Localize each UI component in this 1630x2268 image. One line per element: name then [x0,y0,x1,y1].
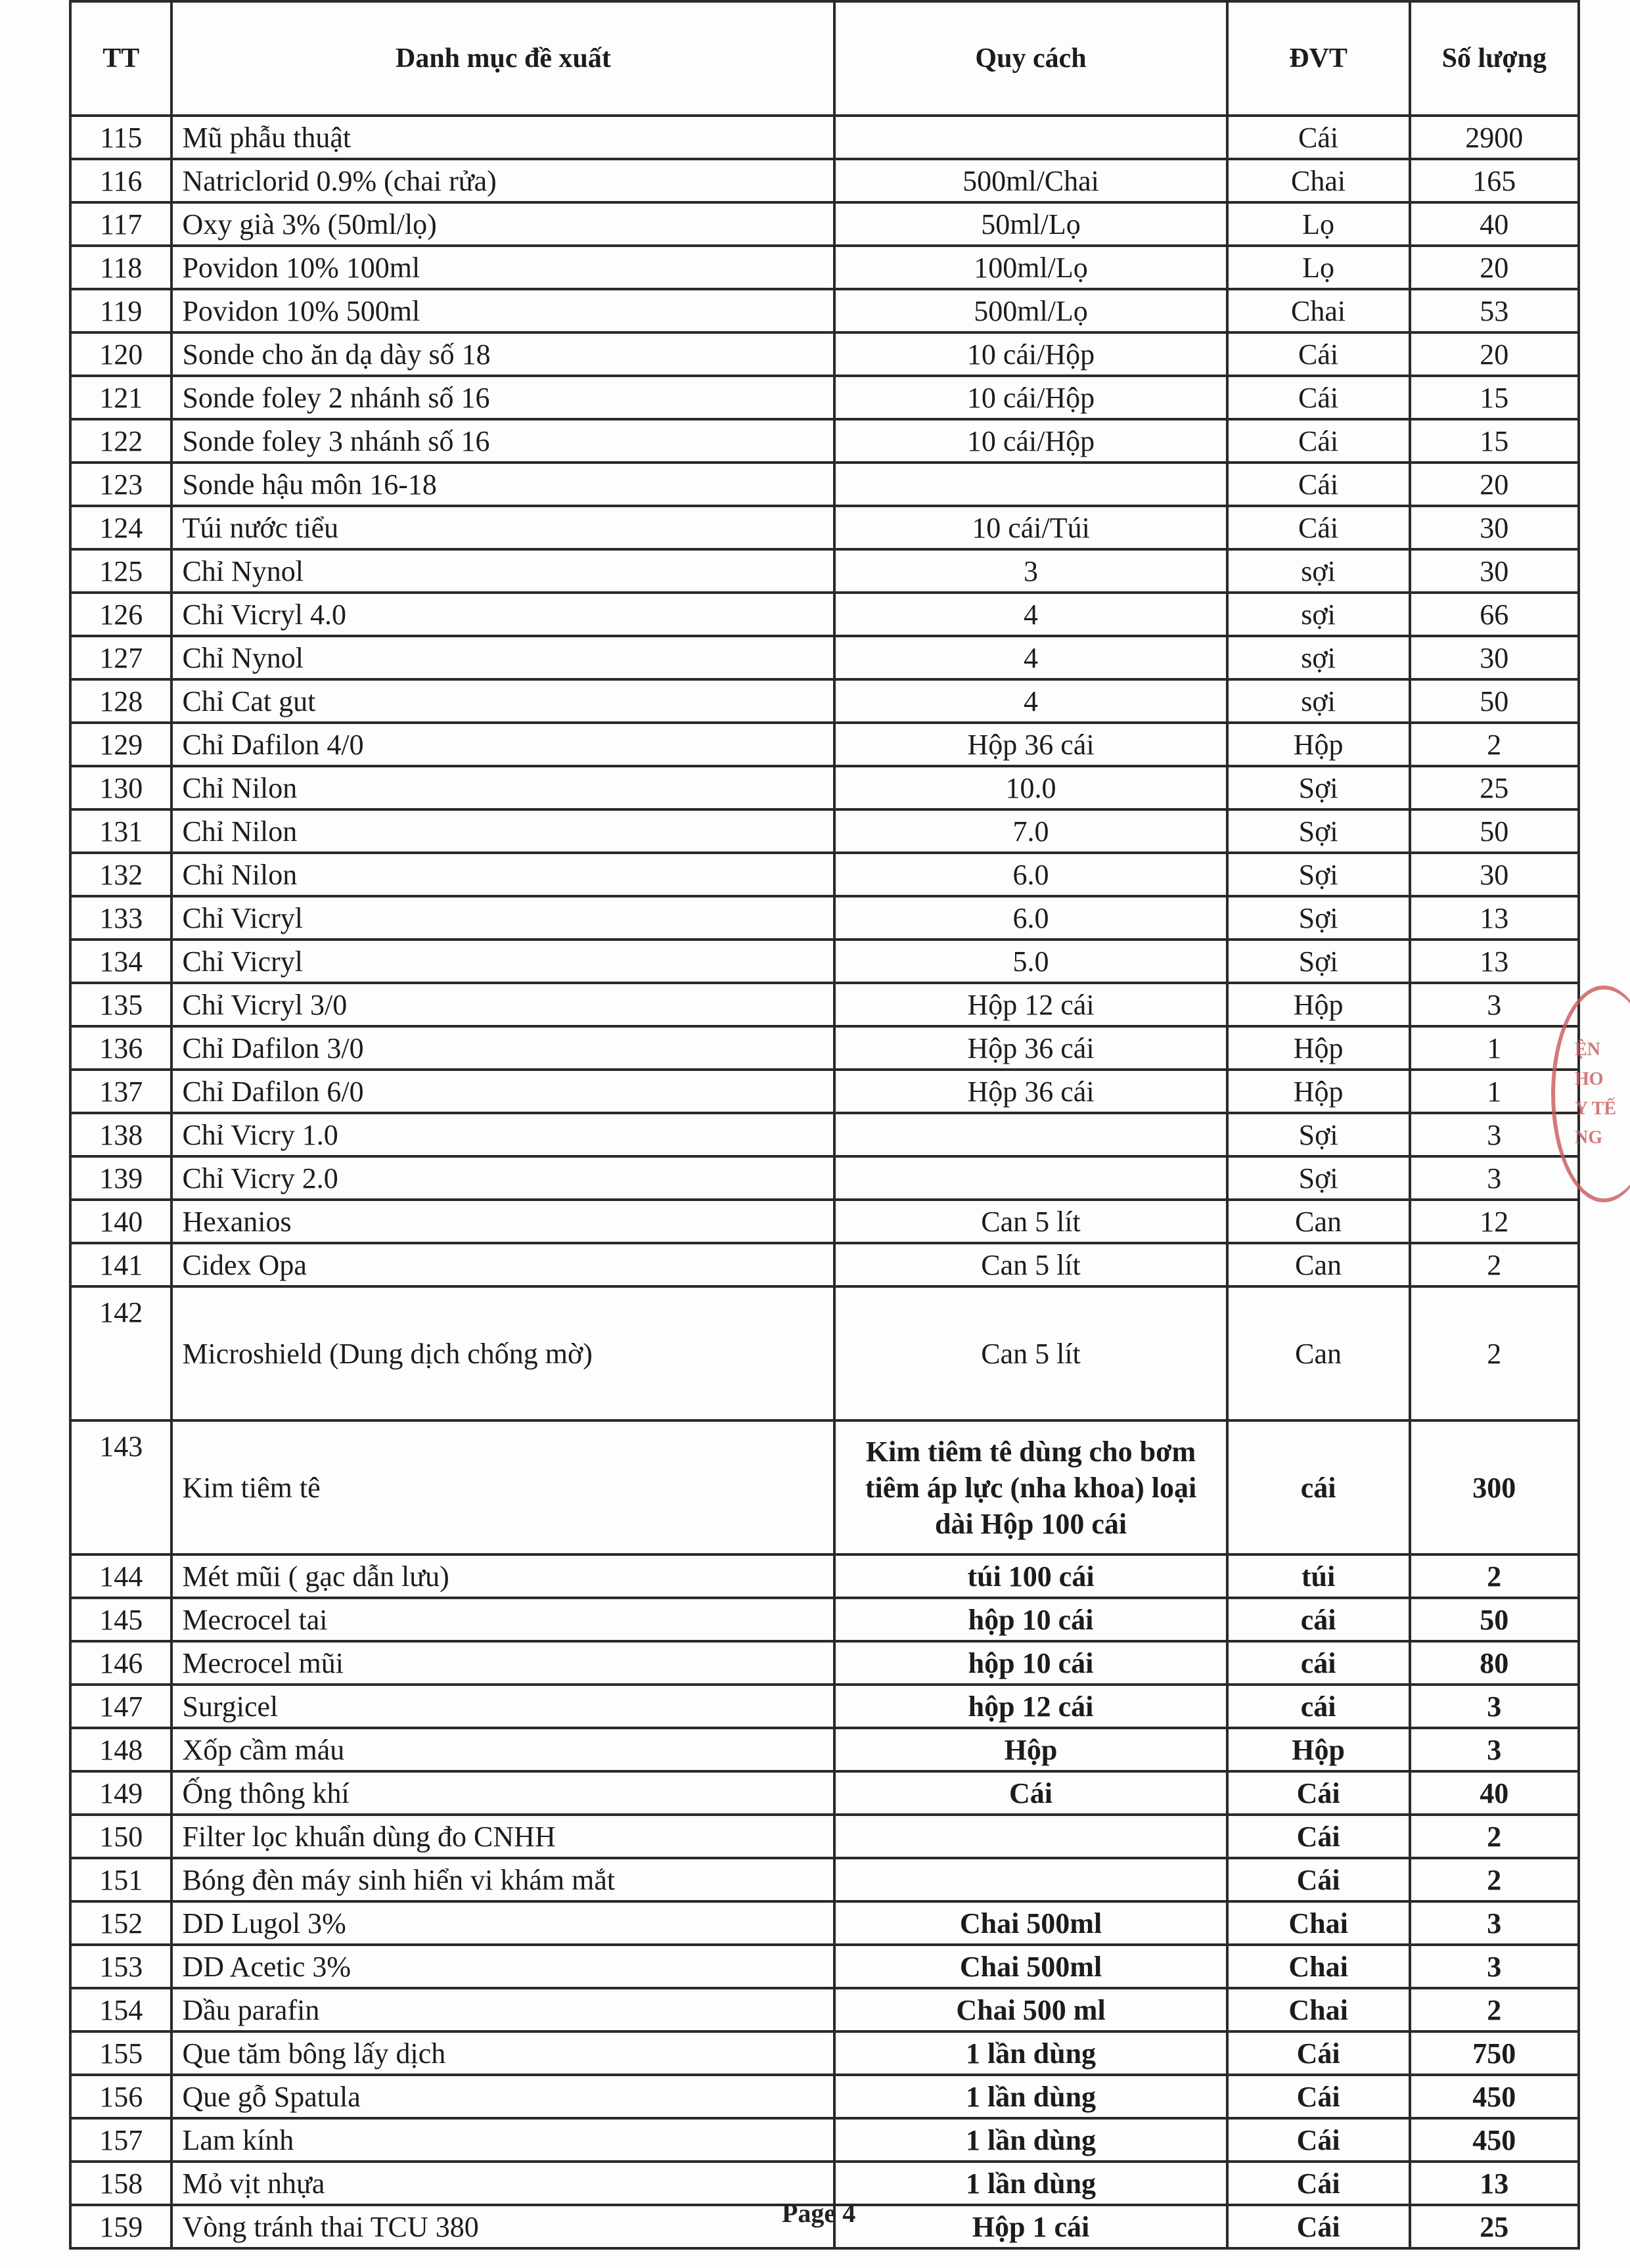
cell-tt: 151 [70,1858,171,1901]
cell-tt: 155 [70,2031,171,2075]
cell-name: Chỉ Nilon [171,766,834,809]
page-number: Page 4 [782,2198,856,2228]
cell-qty: 2 [1410,1286,1579,1420]
cell-unit: Hộp [1227,983,1410,1026]
cell-tt: 130 [70,766,171,809]
cell-tt: 129 [70,723,171,766]
cell-tt: 146 [70,1641,171,1685]
cell-unit: Cái [1227,1771,1410,1815]
cell-unit: Cái [1227,376,1410,419]
cell-spec: 500ml/Lọ [834,289,1227,332]
cell-name: Cidex Opa [171,1243,834,1286]
cell-unit: Sợi [1227,853,1410,896]
table-row [70,159,1579,202]
cell-name: Surgicel [171,1685,834,1728]
cell-qty: 450 [1410,2075,1579,2118]
cell-spec: 10 cái/Hộp [834,376,1227,419]
cell-qty: 13 [1410,2162,1579,2205]
cell-spec: hộp 10 cái [834,1598,1227,1641]
cell-spec: 1 lần dùng [834,2118,1227,2162]
cell-name: Chỉ Dafilon 6/0 [171,1070,834,1113]
stamp-fragment: HO [1575,1068,1604,1089]
cell-qty: 15 [1410,419,1579,463]
cell-tt: 149 [70,1771,171,1815]
cell-spec: Cái [834,1771,1227,1815]
cell-name: Chỉ Vicryl [171,896,834,940]
cell-spec [834,1156,1227,1200]
cell-name: Mecrocel tai [171,1598,834,1641]
cell-name: Filter lọc khuẩn dùng đo CNHH [171,1815,834,1858]
cell-qty: 25 [1410,2205,1579,2248]
table-row [70,246,1579,289]
table-row [70,376,1579,419]
cell-tt: 144 [70,1554,171,1598]
cell-name: Sonde foley 3 nhánh số 16 [171,419,834,463]
cell-name: Chỉ Vicryl 3/0 [171,983,834,1026]
cell-spec [834,116,1227,159]
cell-qty: 2900 [1410,116,1579,159]
table-row [70,1901,1579,1945]
cell-unit: Lọ [1227,202,1410,246]
cell-unit: Cái [1227,2205,1410,2248]
cell-spec: Hộp 12 cái [834,983,1227,1026]
header-unit: ĐVT [1227,1,1410,116]
table-row [70,549,1579,593]
cell-qty: 3 [1410,1728,1579,1771]
cell-unit: cái [1227,1420,1410,1554]
cell-unit: Cái [1227,332,1410,376]
header-name: Danh mục đề xuất [171,1,834,116]
cell-tt: 123 [70,463,171,506]
cell-spec [834,1113,1227,1156]
cell-unit: sợi [1227,593,1410,636]
cell-spec [834,1858,1227,1901]
cell-spec: 4 [834,636,1227,679]
cell-name: Sonde cho ăn dạ dày số 18 [171,332,834,376]
cell-tt: 139 [70,1156,171,1200]
table-row [70,1156,1579,1200]
cell-qty: 50 [1410,1598,1579,1641]
cell-name: Dầu parafin [171,1988,834,2031]
cell-tt: 137 [70,1070,171,1113]
cell-tt: 132 [70,853,171,896]
cell-name: Sonde hậu môn 16-18 [171,463,834,506]
table-row [70,983,1579,1026]
cell-unit: Hộp [1227,1070,1410,1113]
cell-qty: 30 [1410,506,1579,549]
table-row [70,2118,1579,2162]
cell-spec: 100ml/Lọ [834,246,1227,289]
cell-tt: 136 [70,1026,171,1070]
supply-table [69,0,1580,2250]
cell-spec: hộp 10 cái [834,1641,1227,1685]
cell-qty: 40 [1410,1771,1579,1815]
table-header-row [70,1,1579,116]
table-row [70,1685,1579,1728]
table-row [70,506,1579,549]
stamp-fragment: NG [1575,1127,1602,1148]
cell-qty: 3 [1410,1901,1579,1945]
table-row [70,1200,1579,1243]
cell-tt: 119 [70,289,171,332]
cell-unit: Hộp [1227,1026,1410,1070]
cell-unit: Cái [1227,1815,1410,1858]
cell-qty: 12 [1410,1200,1579,1243]
cell-spec: Hộp 1 cái [834,2205,1227,2248]
cell-unit: sợi [1227,549,1410,593]
cell-spec: 10 cái/Hộp [834,419,1227,463]
cell-spec: 10 cái/Hộp [834,332,1227,376]
cell-spec: Can 5 lít [834,1286,1227,1420]
cell-spec: 10 cái/Túi [834,506,1227,549]
cell-unit: Can [1227,1286,1410,1420]
cell-spec: Chai 500ml [834,1945,1227,1988]
cell-tt: 118 [70,246,171,289]
cell-tt: 133 [70,896,171,940]
cell-unit: Can [1227,1243,1410,1286]
cell-qty: 13 [1410,896,1579,940]
cell-spec: Chai 500ml [834,1901,1227,1945]
cell-unit: túi [1227,1554,1410,1598]
cell-qty: 20 [1410,332,1579,376]
cell-name: Chỉ Dafilon 3/0 [171,1026,834,1070]
cell-qty: 50 [1410,679,1579,723]
table-row [70,116,1579,159]
table-row [70,1420,1579,1554]
cell-name: Bóng đèn máy sinh hiển vi khám mắt [171,1858,834,1901]
cell-qty: 1 [1410,1070,1579,1113]
cell-qty: 1 [1410,1026,1579,1070]
cell-unit: Cái [1227,2118,1410,2162]
cell-spec: Chai 500 ml [834,1988,1227,2031]
cell-tt: 154 [70,1988,171,2031]
cell-qty: 2 [1410,1858,1579,1901]
cell-spec: Can 5 lít [834,1243,1227,1286]
cell-qty: 50 [1410,809,1579,853]
cell-name: Chỉ Nynol [171,636,834,679]
cell-qty: 66 [1410,593,1579,636]
cell-qty: 300 [1410,1420,1579,1554]
table-row [70,1554,1579,1598]
cell-tt: 127 [70,636,171,679]
cell-name: Mét mũi ( gạc dẫn lưu) [171,1554,834,1598]
table-row [70,636,1579,679]
cell-qty: 2 [1410,1815,1579,1858]
cell-unit: Cái [1227,2075,1410,2118]
cell-unit: Cái [1227,463,1410,506]
cell-name: Chỉ Vicryl 4.0 [171,593,834,636]
cell-tt: 120 [70,332,171,376]
cell-spec: 1 lần dùng [834,2031,1227,2075]
cell-qty: 2 [1410,1988,1579,2031]
cell-tt: 147 [70,1685,171,1728]
cell-name: Oxy già 3% (50ml/lọ) [171,202,834,246]
cell-name: Povidon 10% 100ml [171,246,834,289]
cell-qty: 165 [1410,159,1579,202]
cell-qty: 3 [1410,1156,1579,1200]
cell-unit: Hộp [1227,723,1410,766]
cell-unit: Sợi [1227,809,1410,853]
cell-spec: Hộp 36 cái [834,723,1227,766]
cell-unit: Sợi [1227,896,1410,940]
cell-spec: túi 100 cái [834,1554,1227,1598]
cell-unit: Cái [1227,1858,1410,1901]
cell-spec: 50ml/Lọ [834,202,1227,246]
cell-unit: Lọ [1227,246,1410,289]
cell-qty: 750 [1410,2031,1579,2075]
cell-spec: 6.0 [834,853,1227,896]
cell-name: Chỉ Nilon [171,853,834,896]
cell-tt: 124 [70,506,171,549]
cell-qty: 53 [1410,289,1579,332]
table-row [70,679,1579,723]
cell-qty: 2 [1410,1243,1579,1286]
cell-spec: Hộp 36 cái [834,1026,1227,1070]
cell-name: Vòng tránh thai TCU 380 [171,2205,834,2248]
cell-tt: 140 [70,1200,171,1243]
cell-unit: Hộp [1227,1728,1410,1771]
cell-spec: Can 5 lít [834,1200,1227,1243]
cell-tt: 152 [70,1901,171,1945]
cell-spec: Hộp [834,1728,1227,1771]
cell-spec [834,1815,1227,1858]
table-row [70,809,1579,853]
cell-spec: 5.0 [834,940,1227,983]
cell-qty: 3 [1410,983,1579,1026]
cell-tt: 117 [70,202,171,246]
cell-tt: 156 [70,2075,171,2118]
table-row [70,853,1579,896]
cell-name: Ống thông khí [171,1771,834,1815]
cell-spec: 10.0 [834,766,1227,809]
cell-name: Sonde foley 2 nhánh số 16 [171,376,834,419]
cell-spec: Hộp 36 cái [834,1070,1227,1113]
table-row [70,2031,1579,2075]
cell-unit: Chai [1227,289,1410,332]
cell-unit: cái [1227,1641,1410,1685]
table-row [70,289,1579,332]
cell-unit: Sợi [1227,940,1410,983]
cell-unit: sợi [1227,679,1410,723]
cell-name: Mũ phẫu thuật [171,116,834,159]
cell-unit: Chai [1227,159,1410,202]
table-row [70,1858,1579,1901]
cell-spec: 7.0 [834,809,1227,853]
cell-tt: 125 [70,549,171,593]
stamp-fragment: Y TẾ [1575,1098,1617,1119]
cell-name: Chỉ Cat gut [171,679,834,723]
table-row [70,463,1579,506]
table-row [70,1988,1579,2031]
header-qty: Số lượng [1410,1,1579,116]
cell-name: Que tăm bông lấy dịch [171,2031,834,2075]
cell-tt: 115 [70,116,171,159]
cell-tt: 157 [70,2118,171,2162]
cell-unit: Sợi [1227,1113,1410,1156]
cell-unit: Cái [1227,419,1410,463]
cell-qty: 30 [1410,636,1579,679]
table-row [70,2075,1579,2118]
cell-name: Hexanios [171,1200,834,1243]
cell-name: Chỉ Vicry 2.0 [171,1156,834,1200]
cell-qty: 13 [1410,940,1579,983]
cell-unit: cái [1227,1685,1410,1728]
cell-name: Natriclorid 0.9% (chai rửa) [171,159,834,202]
cell-unit: sợi [1227,636,1410,679]
table-row [70,1641,1579,1685]
cell-spec: hộp 12 cái [834,1685,1227,1728]
cell-spec: 3 [834,549,1227,593]
table-row [70,1286,1579,1420]
table-row [70,896,1579,940]
cell-tt: 153 [70,1945,171,1988]
cell-unit: Chai [1227,1901,1410,1945]
cell-tt: 116 [70,159,171,202]
cell-unit: Sợi [1227,766,1410,809]
cell-tt: 148 [70,1728,171,1771]
cell-qty: 450 [1410,2118,1579,2162]
cell-unit: Chai [1227,1945,1410,1988]
document-page [69,0,1580,2250]
cell-spec: 1 lần dùng [834,2162,1227,2205]
cell-tt: 142 [70,1286,171,1420]
cell-qty: 3 [1410,1945,1579,1988]
cell-unit: Cái [1227,2162,1410,2205]
cell-spec: 4 [834,593,1227,636]
cell-qty: 40 [1410,202,1579,246]
cell-qty: 30 [1410,853,1579,896]
cell-qty: 25 [1410,766,1579,809]
cell-qty: 2 [1410,1554,1579,1598]
cell-unit: Cái [1227,2031,1410,2075]
cell-qty: 2 [1410,723,1579,766]
cell-tt: 158 [70,2162,171,2205]
cell-name: Chỉ Dafilon 4/0 [171,723,834,766]
cell-unit: Cái [1227,116,1410,159]
table-row [70,1598,1579,1641]
cell-name: Kim tiêm tê [171,1420,834,1554]
cell-tt: 159 [70,2205,171,2248]
table-row [70,593,1579,636]
table-row [70,723,1579,766]
cell-name: Que gỗ Spatula [171,2075,834,2118]
table-row [70,1070,1579,1113]
cell-qty: 20 [1410,246,1579,289]
table-row [70,1771,1579,1815]
table-row [70,1815,1579,1858]
cell-unit: Can [1227,1200,1410,1243]
table-row [70,1026,1579,1070]
cell-tt: 122 [70,419,171,463]
cell-tt: 150 [70,1815,171,1858]
cell-name: Chỉ Vicryl [171,940,834,983]
table-row [70,1728,1579,1771]
cell-tt: 141 [70,1243,171,1286]
cell-qty: 20 [1410,463,1579,506]
cell-qty: 3 [1410,1113,1579,1156]
cell-unit: cái [1227,1598,1410,1641]
table-row [70,202,1579,246]
table-row [70,332,1579,376]
table-body [70,116,1579,2248]
cell-qty: 80 [1410,1641,1579,1685]
cell-spec: Kim tiêm tê dùng cho bơm tiêm áp lực (nha khoa) loại dài Hộp 100 cái [834,1420,1227,1554]
cell-spec: 1 lần dùng [834,2075,1227,2118]
cell-name: Mecrocel mũi [171,1641,834,1685]
cell-qty: 3 [1410,1685,1579,1728]
cell-name: Microshield (Dung dịch chống mờ) [171,1286,834,1420]
cell-tt: 121 [70,376,171,419]
cell-name: DD Lugol 3% [171,1901,834,1945]
cell-name: DD Acetic 3% [171,1945,834,1988]
cell-name: Chỉ Nilon [171,809,834,853]
cell-spec: 500ml/Chai [834,159,1227,202]
cell-qty: 15 [1410,376,1579,419]
table-row [70,419,1579,463]
cell-name: Xốp cầm máu [171,1728,834,1771]
cell-name: Mỏ vịt nhựa [171,2162,834,2205]
cell-unit: Cái [1227,506,1410,549]
table-row [70,1243,1579,1286]
cell-tt: 134 [70,940,171,983]
cell-spec [834,463,1227,506]
cell-tt: 128 [70,679,171,723]
cell-tt: 135 [70,983,171,1026]
cell-tt: 138 [70,1113,171,1156]
cell-unit: Chai [1227,1988,1410,2031]
cell-tt: 145 [70,1598,171,1641]
cell-spec: 4 [834,679,1227,723]
cell-name: Chỉ Vicry 1.0 [171,1113,834,1156]
stamp-fragment: ỆN [1575,1039,1600,1060]
cell-tt: 143 [70,1420,171,1554]
table-row [70,1113,1579,1156]
table-row [70,766,1579,809]
header-tt: TT [70,1,171,116]
table-row [70,1945,1579,1988]
cell-spec: 6.0 [834,896,1227,940]
cell-name: Povidon 10% 500ml [171,289,834,332]
cell-name: Chỉ Nynol [171,549,834,593]
header-spec: Quy cách [834,1,1227,116]
table-row [70,940,1579,983]
cell-qty: 30 [1410,549,1579,593]
cell-tt: 126 [70,593,171,636]
cell-name: Lam kính [171,2118,834,2162]
cell-unit: Sợi [1227,1156,1410,1200]
cell-tt: 131 [70,809,171,853]
cell-name: Túi nước tiểu [171,506,834,549]
